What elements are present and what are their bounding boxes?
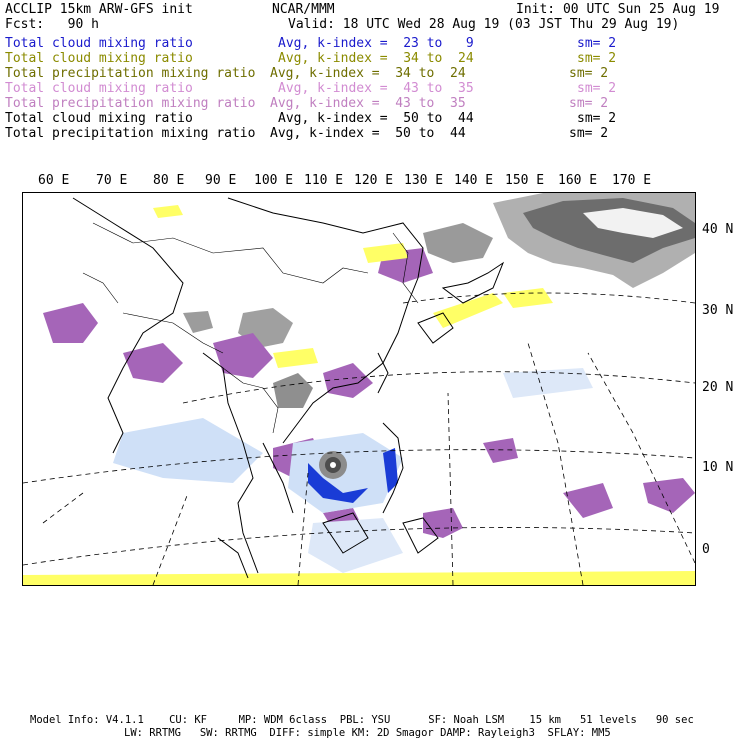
lon-label: 110 E: [304, 173, 344, 188]
field-name: Total cloud mixing ratio: [5, 111, 193, 126]
field-name: Total cloud mixing ratio: [5, 36, 193, 51]
field-avg: Avg, k-index = 43 to 35: [270, 96, 466, 111]
lat-label: 30 N: [702, 303, 734, 318]
lon-label: 120 E: [354, 173, 394, 188]
lon-label: 60 E: [38, 173, 70, 188]
forecast-hour: Fcst: 90 h: [5, 17, 99, 32]
field-smoothing: sm= 2: [577, 36, 617, 51]
field-smoothing: sm= 2: [577, 111, 617, 126]
field-name: Total precipitation mixing ratio: [5, 96, 256, 111]
cloud-field-gray: [183, 193, 695, 408]
field-name: Total cloud mixing ratio: [5, 51, 193, 66]
field-row: [0, 51, 740, 66]
field-row: [0, 111, 740, 126]
model-info-line-2: LW: RRTMG SW: RRTMG DIFF: simple KM: 2D Smagor DAMP: Rayleigh3 SFLAY: MM5: [124, 727, 611, 739]
field-smoothing: sm= 2: [577, 51, 617, 66]
lat-label: 10 N: [702, 460, 734, 475]
model-info-line-1: Model Info: V4.1.1 CU: KF MP: WDM 6class PBL: YSU SF: Noah LSM 15 km 51 levels 90 sec: [30, 714, 694, 726]
field-smoothing: sm= 2: [569, 126, 609, 141]
init-time: Init: 00 UTC Sun 25 Aug 19: [516, 2, 720, 17]
lon-label: 80 E: [153, 173, 185, 188]
lon-label: 90 E: [205, 173, 237, 188]
map-canvas: [23, 193, 695, 585]
lat-label: 20 N: [702, 380, 734, 395]
field-row: [0, 36, 740, 51]
field-avg: Avg, k-index = 50 to 44: [278, 111, 474, 126]
field-row: [0, 81, 740, 96]
field-avg: Avg, k-index = 34 to 24: [278, 51, 474, 66]
field-row: [0, 96, 740, 111]
lon-label: 140 E: [454, 173, 494, 188]
field-avg: Avg, k-index = 43 to 35: [278, 81, 474, 96]
map-panel: [22, 192, 696, 586]
field-smoothing: sm= 2: [569, 96, 609, 111]
field-avg: Avg, k-index = 34 to 24: [270, 66, 466, 81]
valid-time: Valid: 18 UTC Wed 28 Aug 19 (03 JST Thu 29 Aug 19): [288, 17, 680, 32]
field-smoothing: sm= 2: [569, 66, 609, 81]
lon-label: 100 E: [254, 173, 294, 188]
field-name: Total cloud mixing ratio: [5, 81, 193, 96]
lon-label: 130 E: [404, 173, 444, 188]
center-label: NCAR/MMM: [272, 2, 335, 17]
lon-label: 160 E: [558, 173, 598, 188]
cloud-field-blue: [113, 368, 593, 573]
lon-label: 170 E: [612, 173, 652, 188]
field-avg: Avg, k-index = 50 to 44: [270, 126, 466, 141]
lon-label: 70 E: [96, 173, 128, 188]
field-name: Total precipitation mixing ratio: [5, 66, 256, 81]
lat-label: 0: [702, 542, 710, 557]
lon-label: 150 E: [505, 173, 545, 188]
field-name: Total precipitation mixing ratio: [5, 126, 256, 141]
field-avg: Avg, k-index = 23 to 9: [278, 36, 474, 51]
field-row: [0, 126, 740, 141]
model-title: ACCLIP 15km ARW-GFS init: [5, 2, 193, 17]
field-row: [0, 66, 740, 81]
field-smoothing: sm= 2: [577, 81, 617, 96]
lat-label: 40 N: [702, 222, 734, 237]
